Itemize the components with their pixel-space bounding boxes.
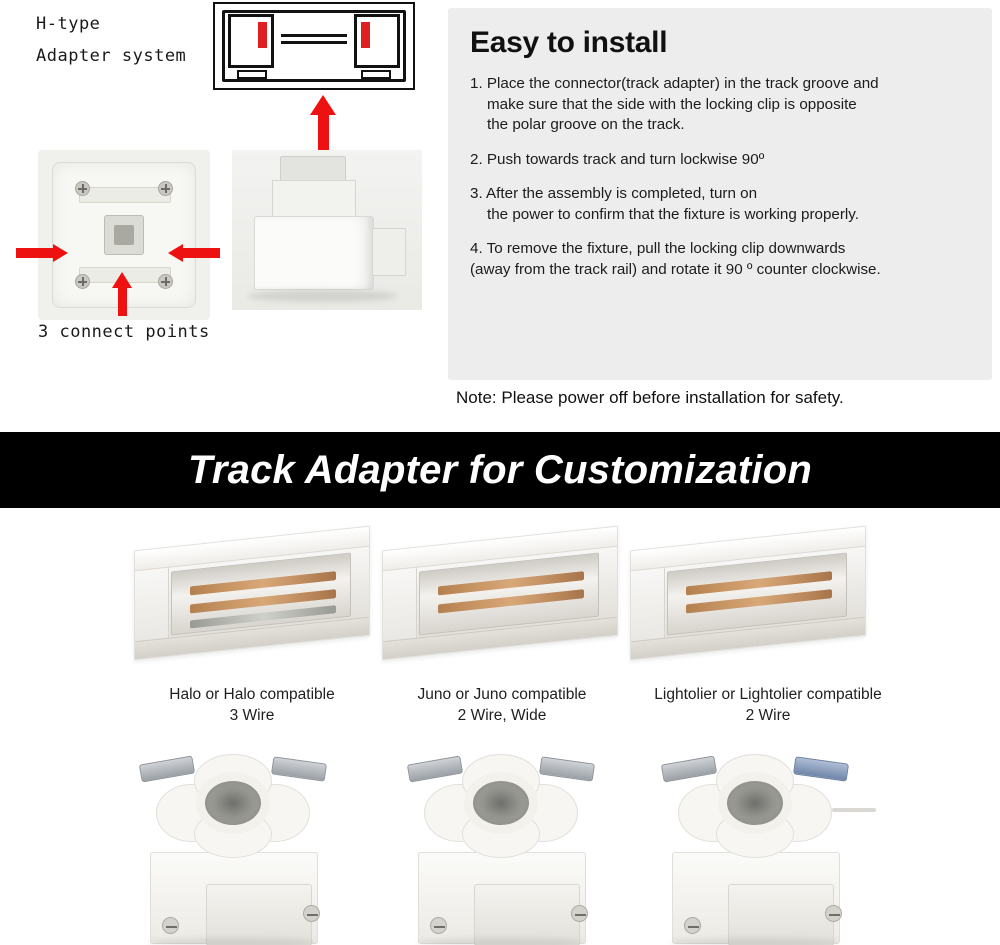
banner-title: Track Adapter for Customization: [187, 447, 813, 492]
track-type-halo: [134, 520, 370, 668]
conductor-marker-right: [361, 22, 370, 48]
metal-contact-clip: [661, 755, 717, 782]
conductor-marker-left: [258, 22, 267, 48]
socket-base-secondary: [206, 884, 312, 945]
bottom-section: [0, 508, 1000, 945]
track-type-juno: [382, 520, 618, 668]
screw-icon: [303, 905, 320, 922]
screw-icon: [684, 917, 701, 934]
socket-shadow: [670, 938, 840, 945]
arrow-head: [53, 244, 68, 262]
instruction-step-3: [470, 184, 976, 225]
socket-housing: [140, 750, 326, 858]
adapter-socket-juno-photo: [378, 744, 624, 944]
track-foot-right: [361, 70, 391, 79]
caption-line-2: 3 Wire: [229, 707, 275, 724]
arrow-shaft: [182, 248, 220, 258]
caption-line-1: Juno or Juno compatible: [417, 686, 587, 703]
instruction-step-4: [470, 239, 976, 280]
adapter-top-contact: [280, 156, 346, 182]
safety-note: Note: Please power off before installation for safety.: [456, 388, 844, 407]
screw-icon: [158, 274, 173, 289]
adapter-side-block: [372, 228, 406, 276]
locking-clip: [104, 215, 144, 255]
metal-contact-clip: [539, 756, 595, 781]
socket-shadow: [416, 938, 586, 945]
instruction-step-1: [470, 74, 976, 136]
track-foot-left: [237, 70, 267, 79]
track-center-bar: [281, 34, 347, 44]
instructions-panel: [448, 8, 992, 380]
track-cross-section-diagram: [213, 2, 415, 90]
track-rail-photo: [630, 526, 866, 661]
screw-icon: [75, 181, 90, 196]
arrow-head: [168, 244, 183, 262]
adapter-socket-lightolier-photo: [632, 744, 878, 944]
connect-point-arrow-up-icon: [112, 272, 132, 316]
socket-housing: [662, 750, 848, 858]
screw-icon: [825, 905, 842, 922]
instructions-title: Easy to install: [470, 26, 668, 59]
socket-opening: [196, 772, 270, 834]
step-4-line-2: (away from the track rail) and rotate it 90 º counter clockwise.: [470, 260, 881, 278]
caption-line-1: Halo or Halo compatible: [169, 686, 335, 703]
track-type-lightolier: [630, 520, 866, 668]
screw-icon: [571, 905, 588, 922]
track-caption-lightolier: [588, 684, 948, 726]
arrow-shaft: [318, 111, 329, 151]
socket-shadow: [148, 938, 318, 945]
step-3-line-1: 3. After the assembly is completed, turn on: [470, 185, 758, 202]
step-4-line-1: 4. To remove the fixture, pull the locking clip downwards: [470, 240, 846, 257]
metal-contact-clip: [793, 756, 849, 781]
metal-contact-clip: [271, 756, 327, 781]
track-rail-photo: [382, 526, 618, 661]
metal-contact-clip: [139, 755, 195, 782]
screw-icon: [158, 181, 173, 196]
adapter-socket-row: [0, 744, 1000, 944]
htype-label-line2: Adapter system: [36, 46, 187, 66]
socket-opening: [718, 772, 792, 834]
socket-housing: [408, 750, 594, 858]
arrow-shaft: [16, 248, 54, 258]
socket-base-secondary: [474, 884, 580, 945]
track-types-row: [0, 520, 1000, 668]
screw-icon: [162, 917, 179, 934]
socket-opening: [464, 772, 538, 834]
adapter-socket-halo-photo: [110, 744, 356, 944]
lead-wire: [832, 808, 876, 812]
htype-adapter-label: [36, 8, 186, 72]
top-section: [0, 0, 1000, 432]
step-1-line-2: make sure that the side with the locking clip is opposite: [487, 95, 857, 113]
step-3-line-2: the power to confirm that the fixture is working properly.: [487, 205, 859, 223]
screw-icon: [75, 274, 90, 289]
instruction-step-2: [470, 150, 976, 171]
connect-point-arrow-right-icon: [168, 244, 220, 262]
step-2-line-1: 2. Push towards track and turn lockwise 90º: [470, 150, 765, 168]
banner: [0, 432, 1000, 508]
track-adapter-photo: [232, 150, 422, 310]
htype-label-line1: H-type: [36, 14, 101, 34]
socket-base-secondary: [728, 884, 834, 945]
connect-point-arrow-left-icon: [16, 244, 68, 262]
caption-line-1: Lightolier or Lightolier compatible: [654, 686, 882, 703]
screw-icon: [430, 917, 447, 934]
adapter-shadow: [248, 290, 398, 302]
track-rail-photo: [134, 526, 370, 661]
caption-line-2: 2 Wire, Wide: [457, 707, 547, 724]
adapter-body: [254, 216, 374, 290]
metal-contact-clip: [407, 755, 463, 782]
connect-points-caption: 3 connect points: [38, 322, 210, 342]
track-inner-channel-left: [228, 14, 274, 68]
insertion-arrow-icon: [310, 95, 336, 151]
step-1-line-3: the polar groove on the track.: [487, 116, 685, 133]
adapter-neck: [272, 180, 356, 218]
arrow-shaft: [118, 286, 127, 316]
caption-line-2: 2 Wire: [745, 707, 791, 724]
step-1-line-1: 1. Place the connector(track adapter) in the track groove and: [470, 75, 879, 92]
